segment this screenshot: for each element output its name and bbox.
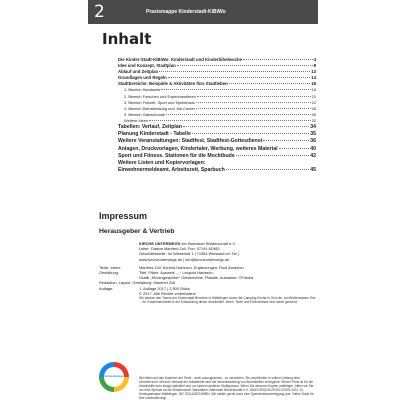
copyright: © 2017. Alle Rechte vorbehalten! xyxy=(139,290,196,296)
disclaimer: Wir danken den Teams der Kinderstadt-Bereiche in Häfelfingen sowie der Camping-Kirche in Goh-ren, am Bretterwasser See ... für Zusammenarbeit in der Entwicklung dieser Arbeitshilfe. Ideen, Texte und Erkenntnisse sind daher gemeint! xyxy=(139,296,316,305)
logo-text: kircheunterwegs xyxy=(104,375,124,378)
toc-label: 5. Bereich Gastronomie xyxy=(124,111,165,117)
toc-page-number: 18 xyxy=(311,81,316,87)
toc-label: Einwohnermeldeamt, Arbeitszeit, Sparbuch xyxy=(118,167,225,174)
meta-key: Auflage: xyxy=(99,285,114,291)
toc-leader xyxy=(279,148,310,149)
meta-key: Gestaltung: xyxy=(99,270,119,276)
copy-note: Wir bitten auf das Kopieren der Texte - auch auszugsweise - zu verzichten. Sie verpflichten in vollem Umfang dem Urheberrecht. Mit dem Verkauf der Arbeitshilfe wird die Neuentwicklung von Arbeitshilfen ermöglicht. Mit der Preis ist für die Arbeitshilfe sehr knapp kalkuliert und vor keinem anderen Stoffsponsor. Wenn Sie dennoch Kopien anfertigen, bitten wir Sie um eine Spende an die Brüderschaft. Bankdaten: Bahnauer Brüderschaft e.V., IBAN DE63 6025 0010 0000 2411 10, Kreissparkasse Waiblingen, BIC SOLADES1WBN. Wir stellen gerne auch eine Spendenbescheinigung aus. Vielen Dank für Ihre Unterstützung! xyxy=(139,376,314,400)
toc-leader xyxy=(159,71,310,72)
inhalt-heading: Inhalt xyxy=(102,30,152,48)
toc-page-number: 45 xyxy=(310,167,316,174)
toc-page-number: 13 xyxy=(311,69,316,75)
toc-label: Sport und Fitness. Stationen für die Mocktbude xyxy=(118,152,235,159)
toc-leader xyxy=(161,89,311,90)
page-header xyxy=(88,0,318,24)
org-val xyxy=(139,241,317,262)
herausgeber-heading: Herausgeber & Vertrieb xyxy=(99,228,175,235)
toc-leader xyxy=(229,83,311,84)
org-line: Geschäftsstelle: Im Wiesental 1 | 71554 Weissach im Tal | xyxy=(139,251,239,257)
toc-leader xyxy=(168,77,311,78)
toc-entry xyxy=(118,160,316,167)
toc-label: Idee und Konzept, Stadtplan xyxy=(118,63,176,69)
toc-leader xyxy=(196,102,311,103)
toc-label: 1. Bereich Handwerk xyxy=(124,87,161,93)
toc-leader xyxy=(183,126,309,127)
meta-val: Manfred Zoll xyxy=(153,280,176,286)
toc-page-number: 4 xyxy=(313,57,316,62)
toc-leader xyxy=(192,133,309,134)
toc-leader xyxy=(263,140,309,141)
toc-leader xyxy=(196,108,311,109)
toc-page-number: 21 xyxy=(311,93,316,99)
toc-label: 3. Bereich Freizeit, Sport und Spielehaus xyxy=(124,99,195,105)
toc-label: 2. Bereich Forschen und Experimentieren xyxy=(124,93,196,99)
toc-label: Grundlagen und Regeln xyxy=(118,75,167,81)
org-name: KIRCHE UNTERWEGS xyxy=(139,241,181,246)
toc-entry xyxy=(118,146,316,153)
meta-val: Titel, Pläne, Ausweis ... : Leopold Hartzsch; xyxy=(139,270,214,276)
toc-page-number: 14 xyxy=(311,75,316,81)
toc-entry xyxy=(118,138,316,145)
toc-page-number: 40 xyxy=(310,145,316,152)
toc-page-number: 18 xyxy=(311,87,316,93)
logo-center xyxy=(104,367,124,387)
toc-page-number: 36 xyxy=(310,138,316,145)
toc-leader xyxy=(166,114,311,115)
toc-leader xyxy=(177,65,313,66)
impressum-heading: Impressum xyxy=(99,211,148,221)
toc-leader xyxy=(226,169,309,170)
toc-page-number: 32 xyxy=(311,117,316,123)
toc-label: Tabellen: Verlauf, Zeitplan xyxy=(118,124,182,131)
toc-label: Stadtbereiche: Beispiele & Aktivitäten fürs Stadtleben xyxy=(118,81,228,87)
kircheunterwegs-logo xyxy=(99,362,129,392)
toc-label: Weitere Listen und Kopiervorlagen: xyxy=(118,160,206,167)
org-suffix: der Bahnauer Brüderschaft e.V. xyxy=(180,241,236,246)
toc-entry xyxy=(118,131,316,138)
toc-label: Weitere Veranstaltungen: Stadtfest, Stadtfest-Gottesdienst xyxy=(118,138,263,145)
meta-key: Redaktion, Layout, Gestaltung: xyxy=(99,280,153,286)
toc-leader xyxy=(236,155,309,156)
meta-key xyxy=(99,296,139,304)
org-row xyxy=(99,241,317,262)
toc-page-number: 22 xyxy=(311,99,316,105)
toc-leader xyxy=(149,120,311,121)
toc-entry xyxy=(118,167,316,174)
meta-row xyxy=(99,296,317,304)
toc-label: Anlagen, Druckvorlagen, Kindertaler, Werbung, weiteres Material xyxy=(118,145,278,152)
meta-val: 1. Auflage 2017 | 2.500 Stück xyxy=(139,285,190,291)
toc-label: 4. Bereich Dienstleistung und Job-Center xyxy=(124,105,195,111)
toc-page-number: 30 xyxy=(311,111,316,117)
toc-label: Weitere Ideen xyxy=(124,117,149,123)
toc-page-number: 26 xyxy=(311,105,316,111)
toc-page-number: 42 xyxy=(310,152,316,159)
org-key xyxy=(99,241,139,262)
meta-val: Grafik „Kindergesichter“ Geldscheine, Plakate, Ausweise: ©Fotolia xyxy=(139,275,254,281)
page-number: 2 xyxy=(94,2,105,22)
toc-leader xyxy=(243,59,313,60)
toc-label: Ablauf und Zeitplan xyxy=(118,69,159,75)
toc-page-number: 34 xyxy=(310,124,316,131)
org-line: www.kircheunterwegs.de | info@kircheunterwegs.de xyxy=(139,256,230,262)
impressum-details xyxy=(99,241,317,304)
toc-entry xyxy=(118,124,316,131)
toc-label: Die Kinder-Stadt-KiBiWo: Kinderstadt und Kinderbibelwoche xyxy=(118,57,243,62)
header-title: Praxismappe Kinderstadt-KiBiWo xyxy=(146,9,226,15)
toc-page-number: 8 xyxy=(313,63,316,69)
table-of-contents xyxy=(118,57,316,174)
toc-entry xyxy=(118,153,316,160)
org-line: Leiter: Diakon Manfred Zoll, Fon: 07191.61983 xyxy=(139,246,220,252)
toc-leader xyxy=(197,96,311,97)
meta-val: Manfred Zoll, Kerrina Hartzsch, Ergänzungen: Rudi Auracher xyxy=(139,264,244,270)
meta-key: Texte, Ideen: xyxy=(99,264,122,270)
toc-label: Planung Kinderstadt - Tabelle xyxy=(118,131,191,138)
toc-page-number: 35 xyxy=(310,131,316,138)
